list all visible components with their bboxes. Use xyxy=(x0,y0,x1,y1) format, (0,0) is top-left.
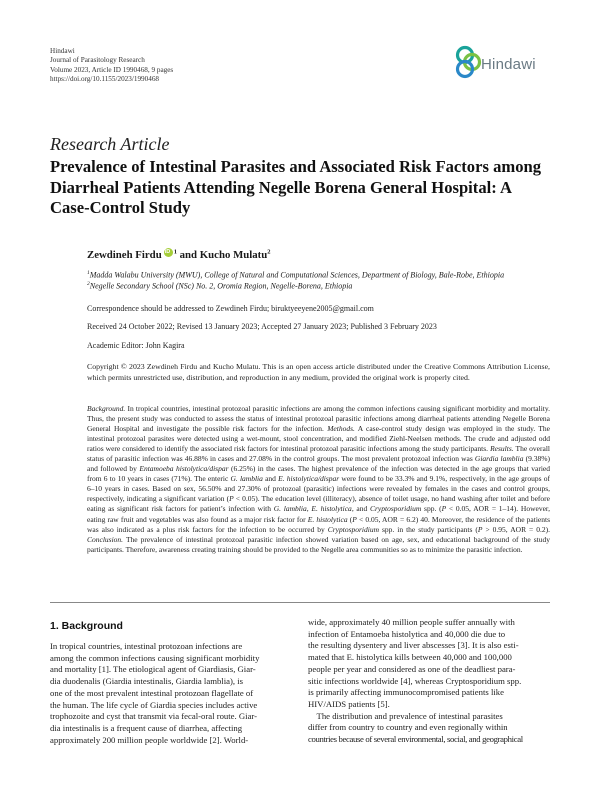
p-value-symbol: P xyxy=(477,524,483,534)
abstract-label: Methods. xyxy=(327,424,355,434)
body-line: mated that E. histolytica kills between 40,000 and 100,000 xyxy=(308,652,512,663)
article-title: Prevalence of Intestinal Parasites and Associated Risk Factors among Diarrheal Patients Attending Negelle Borena General Hospital: A Case-Control Study xyxy=(50,157,542,217)
species-name: G. lamblia xyxy=(273,504,307,514)
species-name: E. histolytica xyxy=(307,514,348,524)
affiliation-number: 2 xyxy=(87,281,90,287)
species-name: E. histolytica/dispar xyxy=(278,474,340,484)
species-name: Cryptosporidium xyxy=(370,504,422,514)
species-name: G. lamblia xyxy=(230,474,263,484)
article-type: Research Article xyxy=(50,134,170,154)
species-name: Cryptosporidium xyxy=(327,524,380,534)
species-name: Giardia lamblia xyxy=(474,454,524,464)
body-line: countries because of several environmental, social, and geographical xyxy=(308,734,523,745)
p-value-symbol: P xyxy=(229,494,234,504)
species-name: E. histolytica xyxy=(311,504,352,514)
volume-line: Volume 2023, Article ID 1990468, 9 pages xyxy=(50,65,174,74)
body-line: one of the most prevalent intestinal protozoan flagellate of xyxy=(50,687,254,698)
publication-dates: Received 24 October 2022; Revised 13 January 2023; Accepted 27 January 2023; Published 3 February 2023 xyxy=(87,322,437,331)
academic-editor: Academic Editor: John Kagira xyxy=(87,341,185,350)
abstract-text: , xyxy=(306,504,312,514)
p-value-symbol: P xyxy=(441,504,447,514)
abstract-text: < 0.05, AOR = 1–14). However, eating raw fruit and vegetables was also found as a major risk factor for xyxy=(87,504,550,524)
abstract-text: (9.38%) and followed by xyxy=(87,454,550,474)
abstract-text: (6.25%) in the cases. The highest prevalence of the infection was detected in the age groups that varied from 6 to 10 years in cases (71%). The enteric xyxy=(87,464,550,484)
abstract-text: > 0.95, AOR = 0.2). xyxy=(482,524,550,534)
p-value-symbol: P xyxy=(352,514,357,524)
abstract-text: In tropical countries, intestinal protozoal parasitic infections are among the common infections causing significant morbidity and mortality. Thus, the present study was conducted to assess the status of intestinal protozoal parasitic infections among diarrheal patients attending Negelle Borena General Hospital and investigate the possible risk factors for the infection. xyxy=(87,404,550,434)
hindawi-logo-text: Hindawi xyxy=(481,56,536,73)
orcid-icon[interactable] xyxy=(164,248,173,257)
correspondence: Correspondence should be addressed to Zewdineh Firdu; biruktyeeyene2005@gmail.com xyxy=(87,304,374,313)
author-list xyxy=(87,248,271,261)
abstract-text: spp. in the study participants ( xyxy=(379,524,478,534)
affiliation-number: 1 xyxy=(87,270,90,276)
body-line: The distribution and prevalence of intestinal parasites xyxy=(308,710,503,721)
body-line: differ from country to country and even regionally within xyxy=(308,722,508,733)
journal-header xyxy=(50,47,173,84)
species-name: Entamoeba histolytica/dispar xyxy=(139,464,229,474)
body-column-right xyxy=(308,617,550,746)
abstract-label: Background. xyxy=(87,404,126,413)
body-line: people per year and considered as one of the deadliest para- xyxy=(308,663,516,674)
section-divider xyxy=(50,602,550,603)
abstract-text: The overall status of parasitic infection was 46.88% in cases and 27.08% in the control groups. The most prevalent protozoal infection was xyxy=(87,444,551,464)
body-line: sitic infections worldwide [4], whereas Cryptosporidium spp. xyxy=(308,675,522,686)
body-line: and mortality [1]. The etiological agent of Giardiasis, Giar- xyxy=(50,664,256,675)
author-name[interactable]: Kucho Mulatu xyxy=(199,249,268,261)
section-heading: 1. Background xyxy=(50,620,123,632)
body-line: infection of Entamoeba histolytica and 40,000 die due to xyxy=(308,628,506,639)
affiliation-text: Negelle Secondary School (NSc) No. 2, Oromia Region, Negelle-Borena, Ethiopia xyxy=(89,281,353,291)
copyright-notice: Copyright © 2023 Zewdineh Firdu and Kucho Mulatu. This is an open access article distributed under the Creative Commons Attribution License, which permits unrestricted use, distribution, and reproduction in any medium, provided the original work is properly cited. xyxy=(87,362,550,382)
abstract xyxy=(87,404,550,555)
abstract-label: Conclusion. xyxy=(87,534,124,544)
body-line: is primarily affecting immunocompromised patients like xyxy=(308,687,504,698)
body-line: the resulting dysentery and liver abscesses [3]. It is also esti- xyxy=(308,640,519,651)
body-line: dia duodenalis (Giardia intestinalis, Giardia lamblia), is xyxy=(50,676,244,687)
author-connector: and xyxy=(176,249,200,261)
abstract-text: < 0.05, AOR = 6.2) 40. Moreover, the residence of the patients was also indicated as a plus risk factors for the infection to be occurred by xyxy=(87,514,550,534)
abstract-text: and xyxy=(262,474,279,484)
body-column-left xyxy=(50,641,292,746)
author-affiliation-number: 2 xyxy=(267,248,271,256)
body-line: In tropical countries, intestinal protozoan infections are xyxy=(50,641,243,651)
journal-name: Journal of Parasitology Research xyxy=(50,56,145,65)
abstract-text: A case-control study design was employed in the study. The intestinal protozoal parasites were detected using a wet-mount, stool concentration, and modified Ziehl-Neelsen methods. The crude and adjusted odd ratios were considered to identify the associated risk factors for intestinal protozoal parasitic infections among the study participants. xyxy=(87,424,550,454)
abstract-text: , and xyxy=(351,504,371,514)
affiliation-text: Madda Walabu University (MWU), College of Natural and Computational Sciences, Department of Biology, Bale-Robe, Ethiopia xyxy=(89,270,505,280)
affiliation xyxy=(87,279,557,292)
abstract-text: < 0.05). The education level (illiteracy), absence of toilet usage, no hand washing after toilet and before eating as significant risk factors for patient’s infection with xyxy=(87,494,550,514)
body-line: among the common infections causing significant morbidity xyxy=(50,652,260,663)
author-name[interactable]: Zewdineh Firdu xyxy=(87,249,162,261)
abstract-text: spp. ( xyxy=(421,504,442,514)
body-line: approximately 200 million people worldwide [2]. World- xyxy=(50,734,249,745)
abstract-text: The prevalence of intestinal protozoal parasitic infection showed variation based on age, sex, and educational background of the study participants. Therefore, awareness creating training should be provided to the Negelle area communities so as to minimize the parasitic infection. xyxy=(87,534,550,554)
author-affiliation-number: 1 xyxy=(173,248,177,256)
publisher-name: Hindawi xyxy=(50,47,75,55)
body-line: wide, approximately 40 million people suffer annually with xyxy=(308,617,515,627)
body-line: HIV/AIDS patients [5]. xyxy=(308,698,390,709)
body-line: the human. The life cycle of Giardia species includes active xyxy=(50,699,258,710)
body-line: trophozoite and cyst that transmit via fecal-oral route. Giar- xyxy=(50,711,258,722)
abstract-label: Results. xyxy=(490,444,514,454)
abstract-text: ( xyxy=(347,514,353,524)
abstract-text: were found to be 33.3% and 9.1%, respectively, in the age groups of 6–10 years in cases. Based on sex, 56.50% and 27.30% of protozoal (parasitic) infections were revealed by females in the cases and control groups, respectively, indicating a significant variation ( xyxy=(87,474,550,504)
body-line: dia intestinalis is a frequent cause of diarrhea, affecting xyxy=(50,722,243,733)
doi-link[interactable]: https://doi.org/10.1155/2023/1990468 xyxy=(50,74,160,83)
